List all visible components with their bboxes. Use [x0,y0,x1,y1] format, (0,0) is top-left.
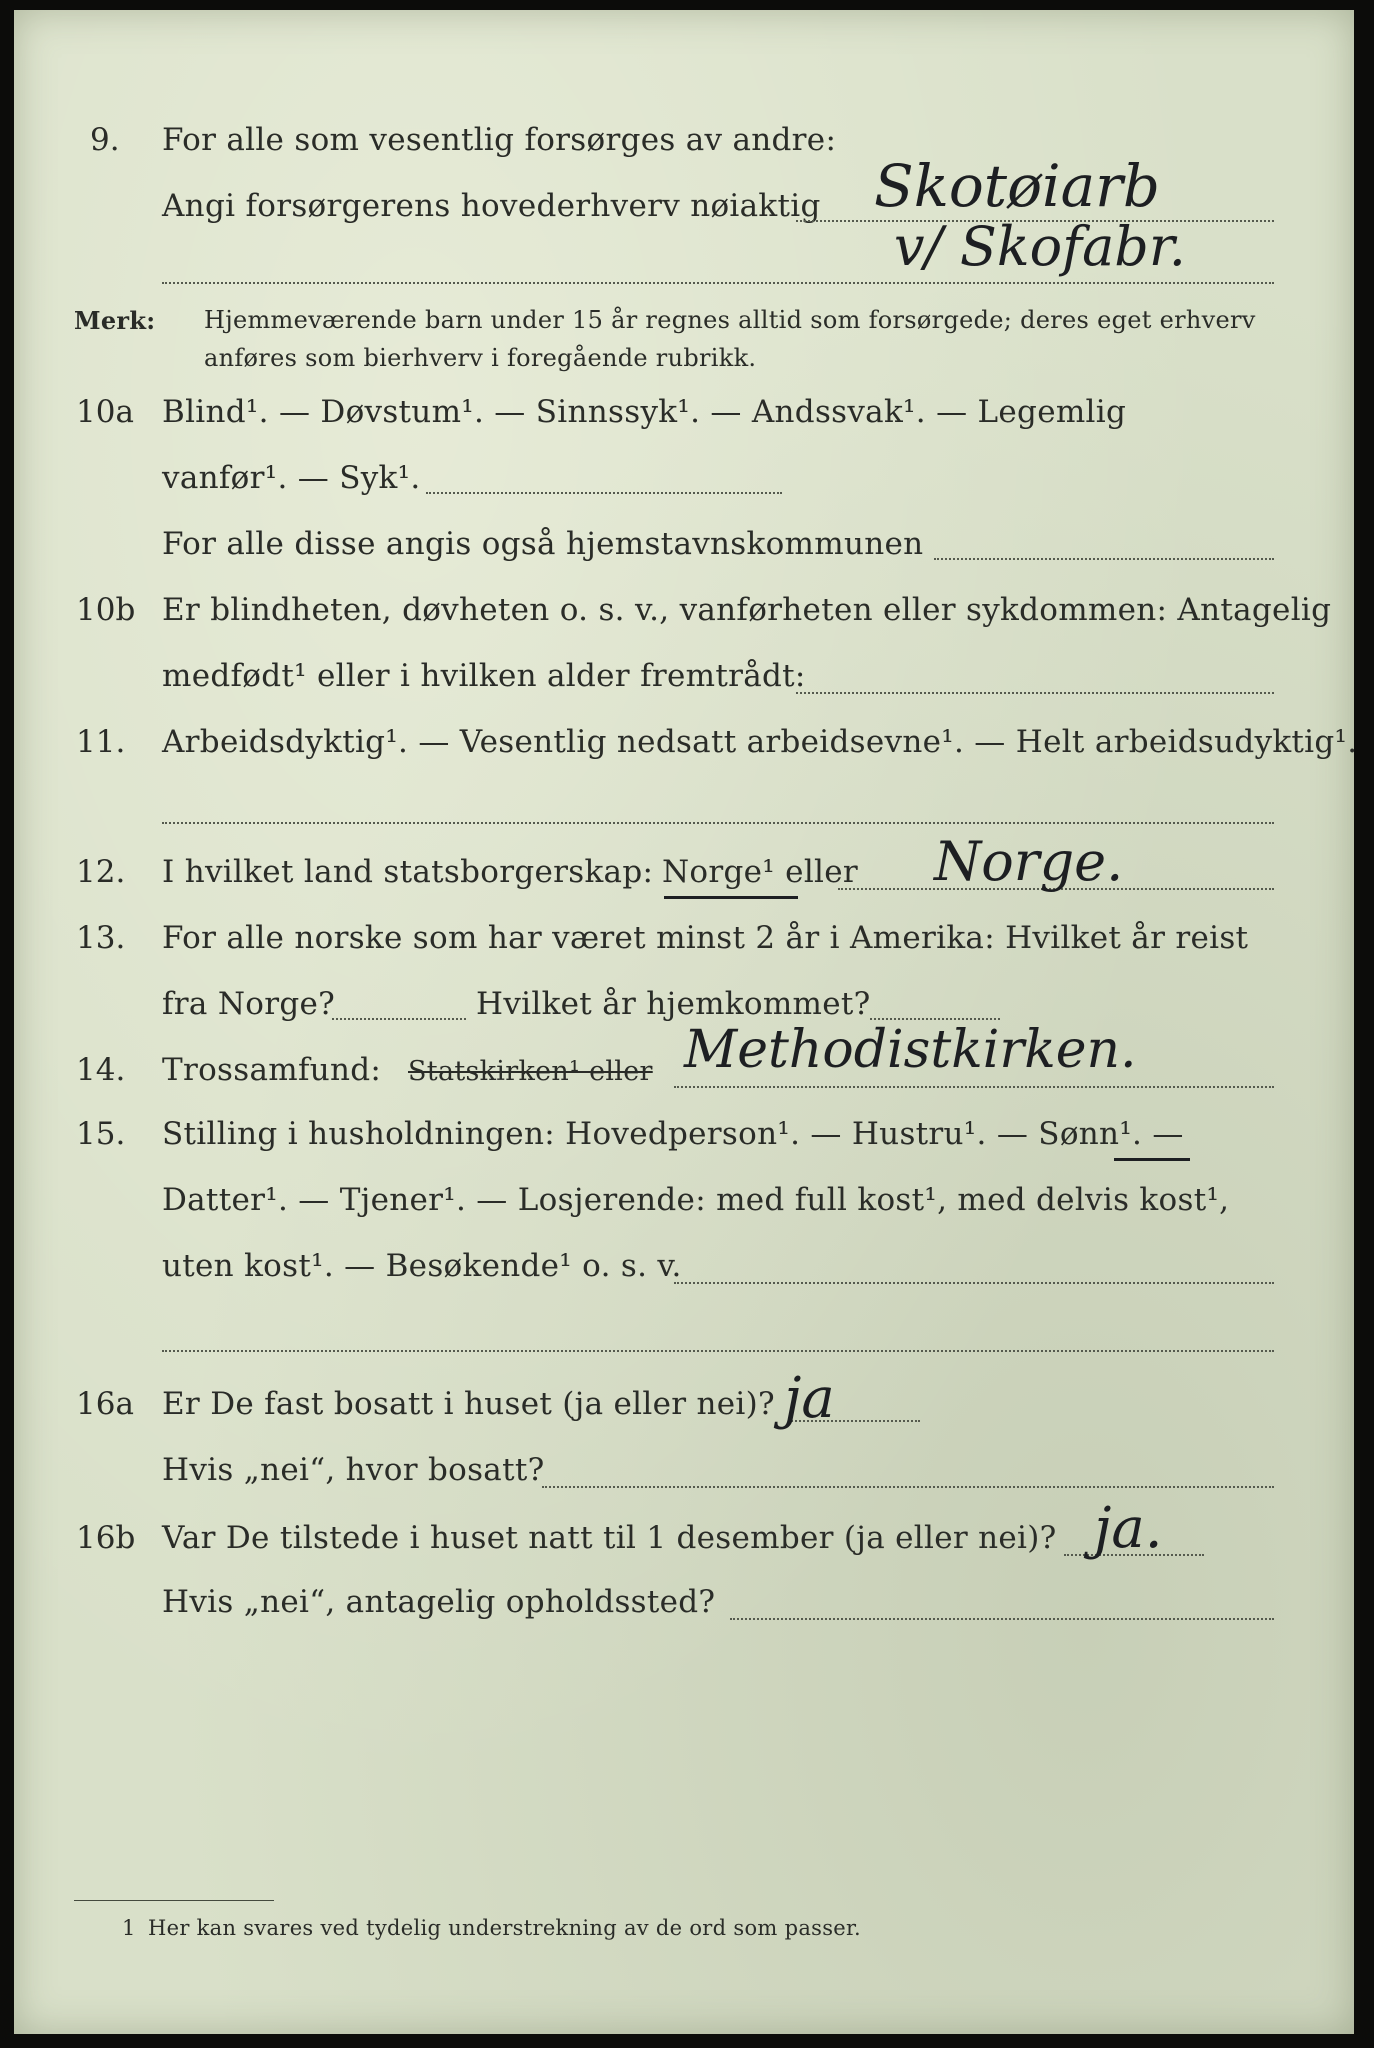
q16a-line1: Er De fast bosatt i huset (ja eller nei)? [162,1386,775,1422]
q16a-answer: ja [784,1366,835,1431]
q9-second-dotted-line [162,282,1274,284]
q15-line3: uten kost¹. — Besøkende¹ o. s. v. [162,1248,682,1284]
q10a-number: 10a [76,394,134,430]
q12-underline-mark [664,896,798,899]
q12-option-norge: Norge¹ eller [662,854,859,890]
q10a-syk-dotted-line [426,492,782,494]
q14-label: Trossamfund: [162,1052,382,1088]
footnote-text: Her kan svares ved tydelig understrekning av de ord som passer. [148,1916,862,1940]
q15-sonn-underline-mark [1114,1158,1190,1161]
q10b-line2: medfødt¹ eller i hvilken alder fremtrådt: [162,658,806,694]
q16b-opholdssted-dotted-line [730,1618,1274,1620]
q9-number: 9. [90,122,120,158]
q15-dotted-line [674,1282,1274,1284]
q10a-kommune-dotted-line [934,558,1274,560]
q14-struck-option: Statskirken¹ eller [408,1056,653,1087]
q11-dotted-line [162,822,1274,824]
q11-number: 11. [76,724,126,760]
q9-answer-line2: v/ Skofabr. [894,215,1186,278]
q15-number: 15. [76,1116,126,1152]
q13-line2a: fra Norge? [162,986,336,1022]
q15-line2: Datter¹. — Tjener¹. — Losjerende: med full kost¹, med delvis kost¹, [162,1182,1230,1218]
q12-number: 12. [76,854,126,890]
q10b-number: 10b [76,592,136,628]
q10a-line3: For alle disse angis også hjemstavnskommunen [162,526,924,562]
q16b-line2: Hvis „nei“, antagelig opholdssted? [162,1584,716,1620]
q11-line1: Arbeidsdyktig¹. — Vesentlig nedsatt arbeidsevne¹. — Helt arbeidsudyktig¹. [162,724,1358,760]
q10b-dotted-line [796,692,1274,694]
q14-answer: Methodistkirken. [684,1020,1137,1080]
q10a-line1: Blind¹. — Døvstum¹. — Sinnssyk¹. — Andssvak¹. — Legemlig [162,394,1127,430]
footnote-rule [74,1900,274,1901]
q16a-number: 16a [76,1386,134,1422]
q16b-line1: Var De tilstede i huset natt til 1 desember (ja eller nei)? [162,1520,1057,1556]
q12-answer: Norge. [934,830,1124,893]
q16b-answer: ja. [1094,1496,1163,1561]
q15-second-dotted-line [162,1350,1274,1352]
q9-line1: For alle som vesentlig forsørges av andre: [162,122,837,158]
q16a-line2: Hvis „nei“, hvor bosatt? [162,1452,545,1488]
q10a-line2: vanfør¹. — Syk¹. [162,460,421,496]
q13-number: 13. [76,920,126,956]
q9-line2: Angi forsørgerens hovederhverv nøiaktig [162,188,821,224]
q12-line1: I hvilket land statsborgerskap: [162,854,654,890]
q16a-bosatt-dotted-line [542,1486,1274,1488]
footnote-mark: 1 [122,1916,136,1940]
q14-dotted-line [674,1086,1274,1088]
q15-line1: Stilling i husholdningen: Hovedperson¹. — Hustru¹. — Sønn¹. — [162,1116,1184,1152]
census-form-page [14,10,1358,2034]
q9-answer-line1: Skotøiarb [874,152,1161,220]
q13-line2b: Hvilket år hjemkommet? [476,986,871,1022]
q13-line1: For alle norske som har været minst 2 år i Amerika: Hvilket år reist [162,920,1249,956]
q13-reist-dotted-line [332,1018,466,1020]
merk-label: Merk: [74,306,156,335]
merk-line2: anføres som bierhverv i foregående rubrikk. [204,344,757,372]
merk-line1: Hjemmeværende barn under 15 år regnes alltid som forsørgede; deres eget erhverv [204,306,1256,334]
q16b-number: 16b [76,1520,136,1556]
q14-number: 14. [76,1052,126,1088]
q10b-line1: Er blindheten, døvheten o. s. v., vanførheten eller sykdommen: Antagelig [162,592,1332,628]
